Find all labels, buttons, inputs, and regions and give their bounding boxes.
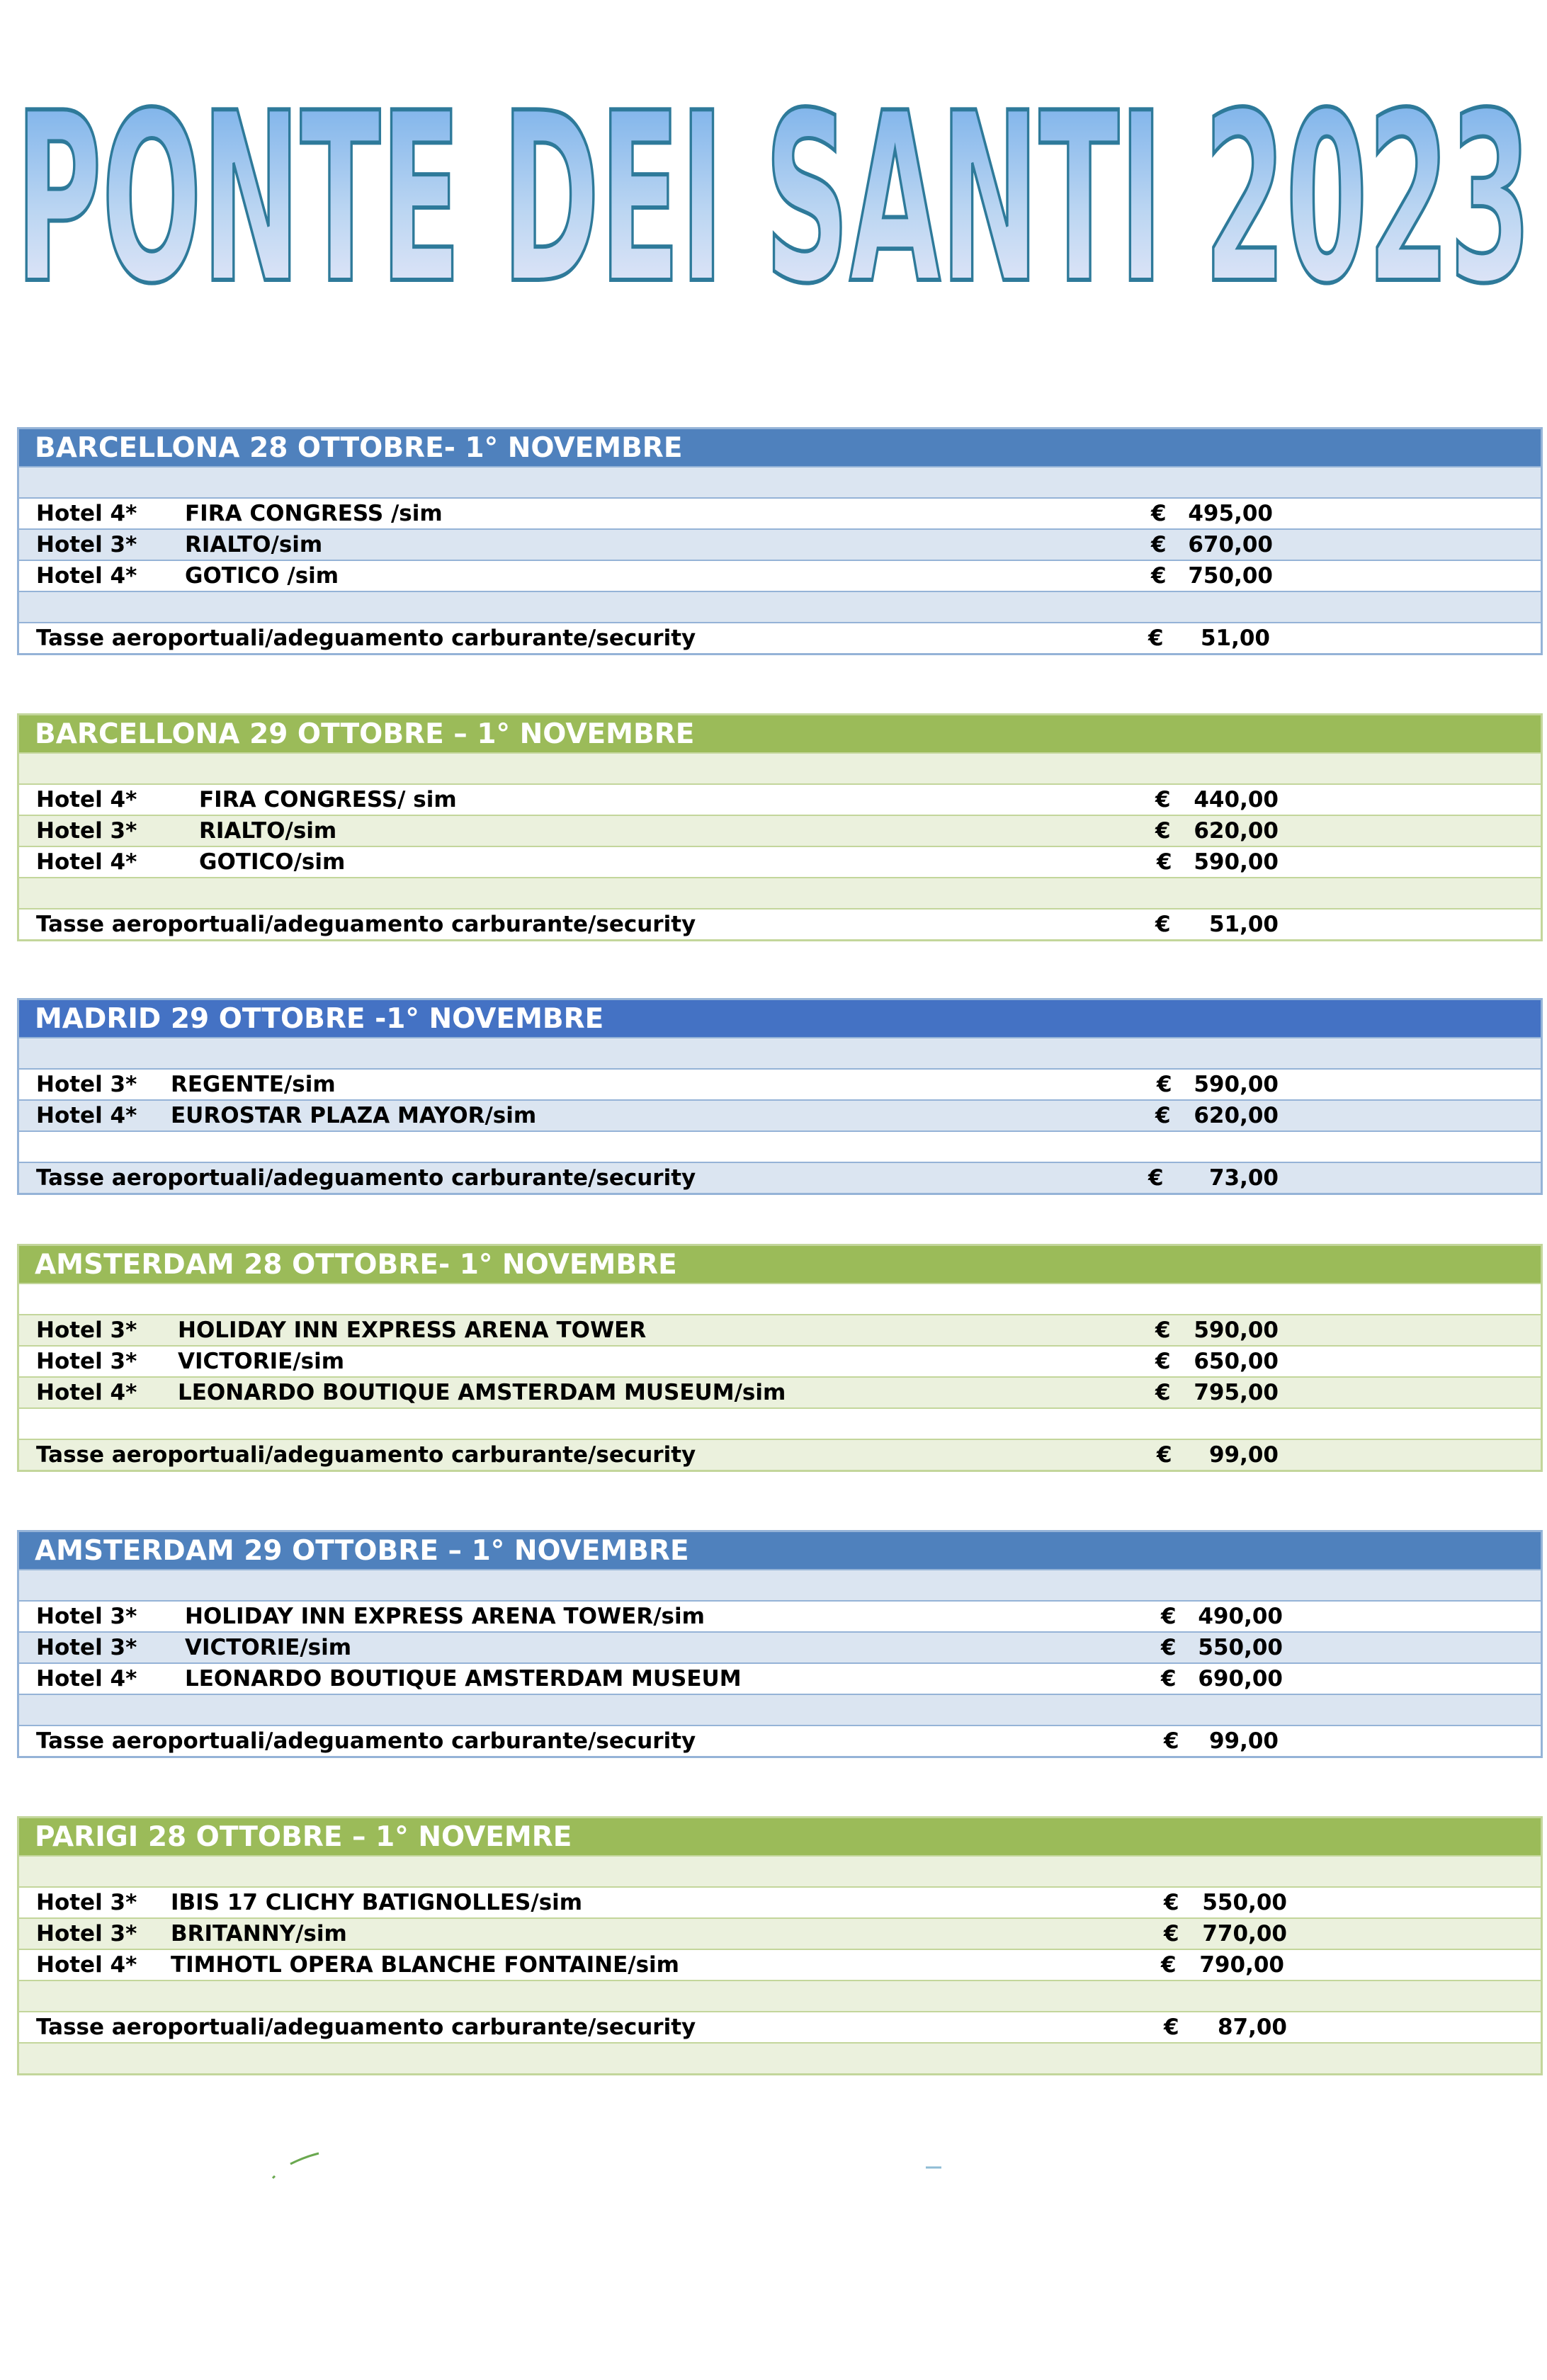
currency-symbol: €: [1164, 2014, 1179, 2040]
tax-row: [19, 2011, 1541, 2042]
currency-symbol: €: [1155, 912, 1171, 937]
hotel-price: 490,00: [1198, 1604, 1283, 1629]
hotel-category: Hotel 3*: [36, 818, 137, 844]
hotel-price: 670,00: [1188, 532, 1273, 557]
hotel-price: 495,00: [1188, 501, 1273, 526]
currency-symbol: €: [1164, 1890, 1179, 1915]
hotel-price: 620,00: [1194, 818, 1279, 844]
hotel-name: RIALTO/sim: [199, 818, 337, 844]
currency-symbol: €: [1157, 849, 1172, 875]
hotel-price: 790,00: [1199, 1952, 1284, 1978]
hotel-row: [19, 846, 1541, 877]
spacer-row: [19, 1407, 1541, 1439]
spacer-row: [19, 466, 1541, 497]
section-parigi: [17, 1816, 1543, 2075]
hotel-price: 590,00: [1194, 1318, 1279, 1343]
decorative-dash: [924, 2164, 946, 2171]
currency-symbol: €: [1161, 1604, 1177, 1629]
spacer-row: [19, 877, 1541, 908]
hotel-row: [19, 1917, 1541, 1949]
currency-symbol: €: [1157, 1442, 1172, 1468]
page-title: PONTE DEI SANTI 2023: [16, 63, 1531, 335]
hotel-category: Hotel 4*: [36, 1103, 137, 1128]
currency-symbol: €: [1155, 1103, 1171, 1128]
section-heading: AMSTERDAM 29 OTTOBRE – 1° NOVEMBRE: [19, 1532, 1541, 1569]
hotel-category: Hotel 4*: [36, 563, 137, 589]
spacer-row: [19, 591, 1541, 622]
hotel-row: [19, 497, 1541, 528]
spacer-row: [19, 1283, 1541, 1314]
hotel-price: 440,00: [1194, 787, 1279, 812]
spacer-row: [19, 1980, 1541, 2011]
currency-symbol: €: [1164, 1921, 1179, 1946]
section-heading: PARIGI 28 OTTOBRE – 1° NOVEMRE: [19, 1818, 1541, 1855]
tax-label: Tasse aeroportuali/adeguamento carburante/security: [36, 1442, 696, 1468]
hotel-category: Hotel 3*: [36, 1635, 137, 1660]
spacer-row: [19, 752, 1541, 783]
hotel-category: Hotel 3*: [36, 1604, 137, 1629]
spacer-row: [19, 1569, 1541, 1600]
hotel-category: Hotel 4*: [36, 501, 137, 526]
currency-symbol: €: [1161, 1666, 1177, 1692]
section-heading: BARCELLONA 29 OTTOBRE – 1° NOVEMBRE: [19, 715, 1541, 752]
hotel-price: 590,00: [1194, 1072, 1279, 1097]
hotel-category: Hotel 3*: [36, 1318, 137, 1343]
tax-label: Tasse aeroportuali/adeguamento carburante/security: [36, 912, 696, 937]
tax-label: Tasse aeroportuali/adeguamento carburante/security: [36, 1165, 696, 1191]
hotel-name: FIRA CONGRESS/ sim: [199, 787, 457, 812]
currency-symbol: €: [1155, 1349, 1171, 1374]
hotel-row: [19, 1314, 1541, 1345]
section-amsterdam-28: [17, 1244, 1543, 1472]
currency-symbol: €: [1155, 1380, 1171, 1405]
hotel-category: Hotel 4*: [36, 1952, 137, 1978]
section-barcellona-28: [17, 427, 1543, 655]
tax-price: 99,00: [1208, 1442, 1279, 1468]
currency-symbol: €: [1151, 532, 1167, 557]
currency-symbol: €: [1148, 625, 1164, 651]
hotel-name: VICTORIE/sim: [178, 1349, 345, 1374]
hotel-row: [19, 1631, 1541, 1662]
hotel-name: HOLIDAY INN EXPRESS ARENA TOWER: [178, 1318, 647, 1343]
currency-symbol: €: [1151, 563, 1167, 589]
hotel-price: 795,00: [1194, 1380, 1279, 1405]
currency-symbol: €: [1157, 1072, 1172, 1097]
hotel-price: 590,00: [1194, 849, 1279, 875]
currency-symbol: €: [1161, 1635, 1177, 1660]
hotel-category: Hotel 3*: [36, 1072, 137, 1097]
hotel-row: [19, 1068, 1541, 1099]
currency-symbol: €: [1151, 501, 1167, 526]
tax-row: [19, 1439, 1541, 1470]
hotel-row: [19, 1600, 1541, 1631]
tax-row: [19, 1725, 1541, 1756]
hotel-category: Hotel 4*: [36, 1380, 137, 1405]
currency-symbol: €: [1155, 1318, 1171, 1343]
tax-label: Tasse aeroportuali/adeguamento carburante/security: [36, 2014, 696, 2040]
spacer-row: [19, 2042, 1541, 2073]
hotel-price: 550,00: [1198, 1635, 1283, 1660]
hotel-row: [19, 1376, 1541, 1407]
hotel-name: IBIS 17 CLICHY BATIGNOLLES/sim: [171, 1890, 583, 1915]
tax-price: 87,00: [1217, 2014, 1287, 2040]
section-heading: BARCELLONA 28 OTTOBRE- 1° NOVEMBRE: [19, 429, 1541, 466]
hotel-row: [19, 1099, 1541, 1130]
currency-symbol: €: [1148, 1165, 1164, 1191]
hotel-name: RIALTO/sim: [185, 532, 323, 557]
section-madrid: [17, 998, 1543, 1195]
hotel-price: 690,00: [1198, 1666, 1283, 1692]
hotel-name: VICTORIE/sim: [185, 1635, 352, 1660]
tax-row: [19, 622, 1541, 653]
spacer-row: [19, 1130, 1541, 1162]
tax-label: Tasse aeroportuali/adeguamento carburante/security: [36, 625, 696, 651]
hotel-name: LEONARDO BOUTIQUE AMSTERDAM MUSEUM: [185, 1666, 742, 1692]
section-amsterdam-29: [17, 1530, 1543, 1758]
spacer-row: [19, 1855, 1541, 1886]
tax-row: [19, 1162, 1541, 1193]
hotel-price: 620,00: [1194, 1103, 1279, 1128]
hotel-row: [19, 815, 1541, 846]
hotel-name: GOTICO/sim: [199, 849, 346, 875]
hotel-category: Hotel 4*: [36, 787, 137, 812]
hotel-category: Hotel 3*: [36, 1890, 137, 1915]
hotel-row: [19, 1886, 1541, 1917]
hotel-row: [19, 1949, 1541, 1980]
hotel-row: [19, 1345, 1541, 1376]
tax-row: [19, 908, 1541, 939]
spacer-row: [19, 1037, 1541, 1068]
hotel-category: Hotel 3*: [36, 532, 137, 557]
hotel-row: [19, 783, 1541, 815]
currency-symbol: €: [1155, 787, 1171, 812]
section-barcellona-29: [17, 713, 1543, 941]
hotel-category: Hotel 4*: [36, 849, 137, 875]
tax-label: Tasse aeroportuali/adeguamento carburante/security: [36, 1728, 696, 1754]
hotel-category: Hotel 3*: [36, 1921, 137, 1946]
hotel-price: 650,00: [1194, 1349, 1279, 1374]
hotel-category: Hotel 3*: [36, 1349, 137, 1374]
title-banner: [0, 0, 1547, 354]
tax-price: 51,00: [1200, 625, 1270, 651]
currency-symbol: €: [1164, 1728, 1179, 1754]
hotel-name: BRITANNY/sim: [171, 1921, 347, 1946]
hotel-row: [19, 1662, 1541, 1694]
hotel-price: 750,00: [1188, 563, 1273, 589]
hotel-name: EUROSTAR PLAZA MAYOR/sim: [171, 1103, 537, 1128]
tax-price: 51,00: [1208, 912, 1279, 937]
hotel-price: 770,00: [1202, 1921, 1287, 1946]
decorative-stroke: [269, 2146, 326, 2182]
hotel-row: [19, 560, 1541, 591]
hotel-name: REGENTE/sim: [171, 1072, 336, 1097]
spacer-row: [19, 1694, 1541, 1725]
tax-price: 73,00: [1208, 1165, 1279, 1191]
hotel-name: GOTICO /sim: [185, 563, 339, 589]
hotel-name: HOLIDAY INN EXPRESS ARENA TOWER/sim: [185, 1604, 705, 1629]
hotel-row: [19, 528, 1541, 560]
hotel-name: TIMHOTL OPERA BLANCHE FONTAINE/sim: [171, 1952, 679, 1978]
section-heading: MADRID 29 OTTOBRE -1° NOVEMBRE: [19, 1000, 1541, 1037]
hotel-price: 550,00: [1202, 1890, 1287, 1915]
hotel-name: FIRA CONGRESS /sim: [185, 501, 443, 526]
section-heading: AMSTERDAM 28 OTTOBRE- 1° NOVEMBRE: [19, 1246, 1541, 1283]
hotel-name: LEONARDO BOUTIQUE AMSTERDAM MUSEUM/sim: [178, 1380, 786, 1405]
currency-symbol: €: [1161, 1952, 1177, 1978]
title-wordart: [0, 0, 1547, 354]
tax-price: 99,00: [1208, 1728, 1279, 1754]
currency-symbol: €: [1155, 818, 1171, 844]
hotel-category: Hotel 4*: [36, 1666, 137, 1692]
